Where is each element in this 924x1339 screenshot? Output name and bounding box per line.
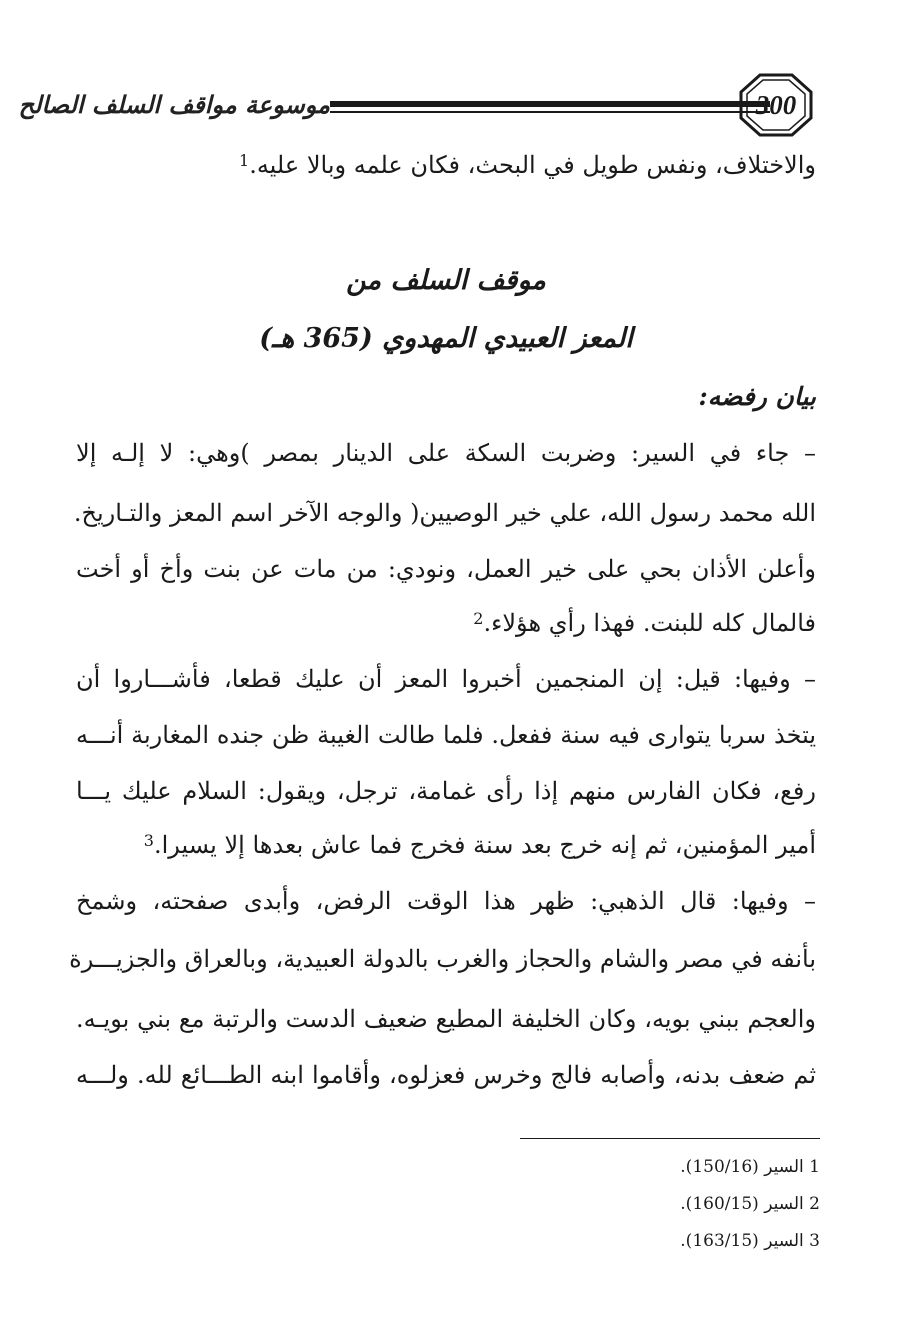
paragraph-2-line-3: رفع، فكان الفارس منهم إذا رأى غمامة، ترجل، ويقول: السلام عليك يـــا xyxy=(76,777,816,805)
footnote-ref: 3 xyxy=(143,831,154,850)
paragraph-3-line-1: – وفيها: قال الذهبي: ظهر هذا الوقت الرفض، وأبدى صفحته، وشمخ xyxy=(76,887,816,915)
header-rule-thick xyxy=(330,101,770,107)
footnote-1: 1 السير (150/16). xyxy=(680,1157,820,1177)
page-number: 300 xyxy=(755,90,797,120)
paragraph-3-line-3: والعجم ببني بويه، وكان الخليفة المطيع ضعيف الدست والرتبة مع بني بويـه. xyxy=(76,1005,816,1033)
paragraph-1-line-4: فالمال كله للبنت. فهذا رأي هؤلاء.$^2$ xyxy=(473,609,816,637)
header-rule-thin xyxy=(330,111,770,113)
subheading: بيان رفضه: xyxy=(698,382,816,411)
paragraph-2-line-4: أمير المؤمنين، ثم إنه خرج بعد سنة فخرج فما عاش بعدها إلا يسيرا.$^3$ xyxy=(143,831,816,859)
paragraph-1-line-3: وأعلن الأذان بحي على خير العمل، ونودي: من مات عن بنت وأخ أو أخت xyxy=(76,555,816,583)
paragraph-1-line-1: – جاء في السير: وضربت السكة على الدينار بمصر )وهي: لا إلـه إلا xyxy=(76,439,816,467)
paragraph-2-line-1: – وفيها: قيل: إن المنجمين أخبروا المعز أن عليك قطعا، فأشـــاروا أن xyxy=(76,665,816,693)
page-header xyxy=(18,70,820,140)
paragraph-3-line-4: ثم ضعف بدنه، وأصابه فالج وخرس فعزلوه، وأقاموا ابنه الطـــائع لله. ولـــه xyxy=(76,1061,816,1089)
footnote-ref: 2 xyxy=(473,609,484,628)
footnote-ref: 1 xyxy=(239,151,250,170)
section-heading-line2: المعز العبيدي المهدوي (365 هـ) xyxy=(259,323,633,354)
paragraph-3-line-2: بأنفه في مصر والشام والحجاز والغرب بالدولة العبيدية، وبالعراق والجزيـــرة xyxy=(69,945,816,973)
book-title: موسوعة مواقف السلف الصالح xyxy=(18,90,330,119)
text-line: والاختلاف، ونفس طويل في البحث، فكان علمه وبالا عليه.$^1$ xyxy=(239,151,816,179)
footnote-2: 2 السير (160/15). xyxy=(680,1194,820,1214)
page-number-badge xyxy=(738,72,814,138)
paragraph-2-line-2: يتخذ سربا يتوارى فيه سنة ففعل. فلما طالت الغيبة ظن جنده المغاربة أنـــه xyxy=(76,721,816,749)
paragraph-1-line-2: الله محمد رسول الله، علي خير الوصيين( والوجه الآخر اسم المعز والتـاريخ. xyxy=(73,499,816,527)
footnote-3: 3 السير (163/15). xyxy=(680,1231,820,1251)
section-heading-line1: موقف السلف من xyxy=(346,265,546,296)
footnote-separator xyxy=(520,1138,820,1139)
